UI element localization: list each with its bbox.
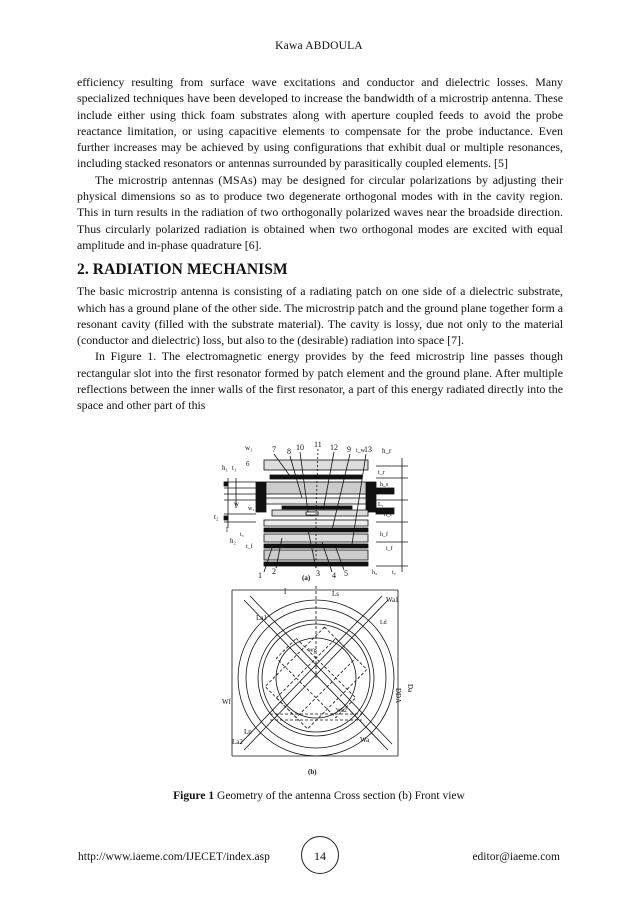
footer-email-link[interactable]: editor@iaeme.com <box>472 851 560 863</box>
label-hr: h_r <box>382 447 392 455</box>
callout-2: 2 <box>272 567 276 576</box>
label-l: l <box>226 526 228 534</box>
paragraph-2: The microstrip antennas (MSAs) may be designed for circular polarizations by adjusting their physical dimensions so as to produce two degenerate orthogonal modes with in the cavity region. This in turn results in the radiation of two orthogonally polarized waves near the broadside direction. Thus circularly polarized radiation is obtained when two orthogonal modes are excited with equal amplitude and in-phase quadrature [6]. <box>77 172 563 252</box>
callout-3: 3 <box>316 569 320 578</box>
caption-text: Geometry of the antenna Cross section (b) Front view <box>214 790 465 802</box>
label-hs: h_s <box>380 482 389 488</box>
label-tf-right: t_f <box>386 546 393 552</box>
body-text <box>77 74 563 414</box>
label-Lp: Lp <box>244 728 252 736</box>
page-footer <box>0 836 638 876</box>
figure-caption <box>0 790 638 802</box>
footer-url-link[interactable]: http://www.iaeme.com/IJECET/index.asp <box>78 851 270 863</box>
label-w: w <box>234 500 240 508</box>
section-heading: 2. RADIATION MECHANISM <box>77 261 288 279</box>
label-Wa2: Wa2 <box>336 708 347 714</box>
label-l-front: l <box>284 587 287 596</box>
label-tr: t_r <box>378 470 385 476</box>
cross-section-view <box>214 440 408 582</box>
running-header: Kawa ABDOULA <box>275 40 363 52</box>
callout-12: 12 <box>330 443 338 452</box>
label-h1: h₁ <box>222 464 228 472</box>
label-Ls: Ls <box>332 590 339 598</box>
label-hf-1: h_f <box>384 512 392 518</box>
label-t2-right: t₂ <box>392 570 396 576</box>
label-tw: t_w <box>356 448 365 454</box>
label-h2: h₂ <box>230 537 236 545</box>
label-La1: La1 <box>256 614 267 622</box>
callout-1: 1 <box>258 571 262 580</box>
subfigure-b-label: (b) <box>308 768 317 776</box>
front-view <box>222 586 414 776</box>
label-Wf: Wf <box>222 698 231 706</box>
label-hf-2: h_f <box>380 532 388 538</box>
paragraph-4: In Figure 1. The electromagnetic energy provides by the feed microstrip line passes though rectangular slot into the first resonator formed by patch element and the ground plane. After multiple reflections between the inner walls of the first resonator, a part of this energy radiated directly into the space and other part of this <box>77 349 563 413</box>
callout-6: 6 <box>246 460 250 468</box>
callout-11: 11 <box>314 440 322 449</box>
paragraph-3: The basic microstrip antenna is consisting of a radiating patch on one side of a dielectric substrate, which has a ground plane of the other side. The microstrip patch and the ground plane together form a resonant cavity (filled with the substrate material). The cavity is lossy, due not only to the material (conductor and dielectric) loss, but also to the (desirable) radiation into space [7]. <box>77 284 563 348</box>
callout-8: 8 <box>287 447 291 456</box>
label-t3: t₃ <box>240 532 244 538</box>
callout-7: 7 <box>272 445 276 454</box>
label-w2: w₂ <box>248 506 255 512</box>
label-t2-left: t₂ <box>214 513 219 521</box>
label-DDA: DDA <box>394 688 402 704</box>
figure-1 <box>212 438 424 778</box>
callout-9: 9 <box>347 445 351 454</box>
callout-5: 5 <box>344 569 348 578</box>
page-number: 14 <box>301 836 339 874</box>
label-t1: t₁ <box>232 464 237 472</box>
paragraph-1: efficiency resulting from surface wave excitations and conductor and dielectric losses. Many specialized techniques have been developed to increase the bandwidth of a microstrip antenna. These include either using thick foam substrates along with aperture coupled feeds to avoid the probe reactance limitation, or using capacitive elements to compensate for the probe inductance. Even further increases may be achieved by using configurations that exhibit dual or multiple resonances, including stacked resonators or antennas surrounded by parasitically coupled elements. [5] <box>77 75 563 171</box>
caption-figure-number: Figure 1 <box>173 790 215 802</box>
label-La2: La2 <box>232 738 243 746</box>
subfigure-a-label: (a) <box>302 574 311 582</box>
label-w1: w₁ <box>245 444 253 452</box>
label-Wp: Wp <box>308 648 317 654</box>
label-Wa: Wa <box>360 736 370 744</box>
label-tf-left: t_f <box>246 544 253 550</box>
label-Wa1: Wa1 <box>386 596 399 604</box>
label-Ld: Ld <box>380 620 387 626</box>
antenna-geometry-diagram <box>212 438 424 778</box>
label-h3: h₃ <box>372 570 378 576</box>
label-Da: Da <box>406 684 414 693</box>
callout-10: 10 <box>296 443 304 452</box>
label-L1: L₁ <box>378 502 384 508</box>
callout-13: 13 <box>364 445 372 454</box>
callout-4: 4 <box>332 571 336 580</box>
